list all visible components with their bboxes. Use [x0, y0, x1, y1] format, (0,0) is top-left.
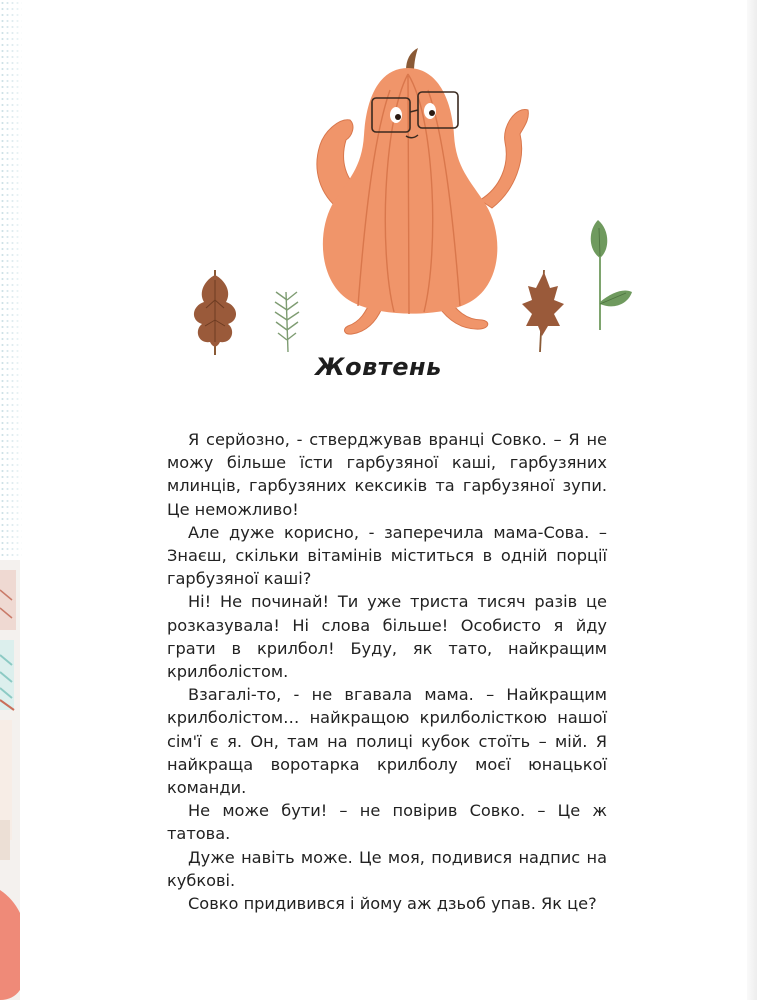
page-edge-fade — [0, 0, 30, 560]
right-page-edge — [747, 0, 757, 1000]
fir-branch — [275, 292, 299, 352]
oak-leaf-left — [194, 270, 236, 355]
chapter-title: Жовтень — [315, 353, 442, 381]
paragraph: Ні! Не починай! Ти уже триста тисяч разів це розказувала! Ні слова більше! Особисто я йду грати в крилбол! Буду, як тато, найкращим крилболістом. — [167, 592, 607, 682]
paragraph: Дуже навіть може. Це моя, подивися надпис на кубкові. — [167, 847, 607, 890]
maple-leaf-right — [522, 270, 564, 352]
paragraph: Не може бути! – не повірив Совко. – Це ж татова. — [167, 801, 607, 844]
paragraph: Совко придивився і йому аж дзьоб упав. Як це? — [188, 894, 597, 914]
pumpkin-illustration — [180, 30, 640, 370]
paragraph: Але дуже корисно, - заперечила мама-Сова. – Знаєш, скільки вітамінів міститься в одній порції гарбузяної каші? — [167, 522, 607, 589]
paragraph: Я серйозно, - стверджував вранці Совко. – Я не можу більше їсти гарбузяної каші, гарбузяних млинців, гарбузяних кексиків та гарбузяної зупи. Це неможливо! — [167, 430, 607, 519]
story-text — [167, 428, 607, 915]
paragraph: Взагалі-то, - не вгавала мама. – Найкращим крилболістом… найкращою крилболісткою нашої сім'ї є я. Он, там на полиці кубок стоїть – мій. Я найкраща воротарка крилболу моєї юнацької команди. — [167, 685, 607, 798]
left-page-edge-decoration — [0, 560, 20, 1000]
green-leaves-right — [591, 220, 632, 330]
